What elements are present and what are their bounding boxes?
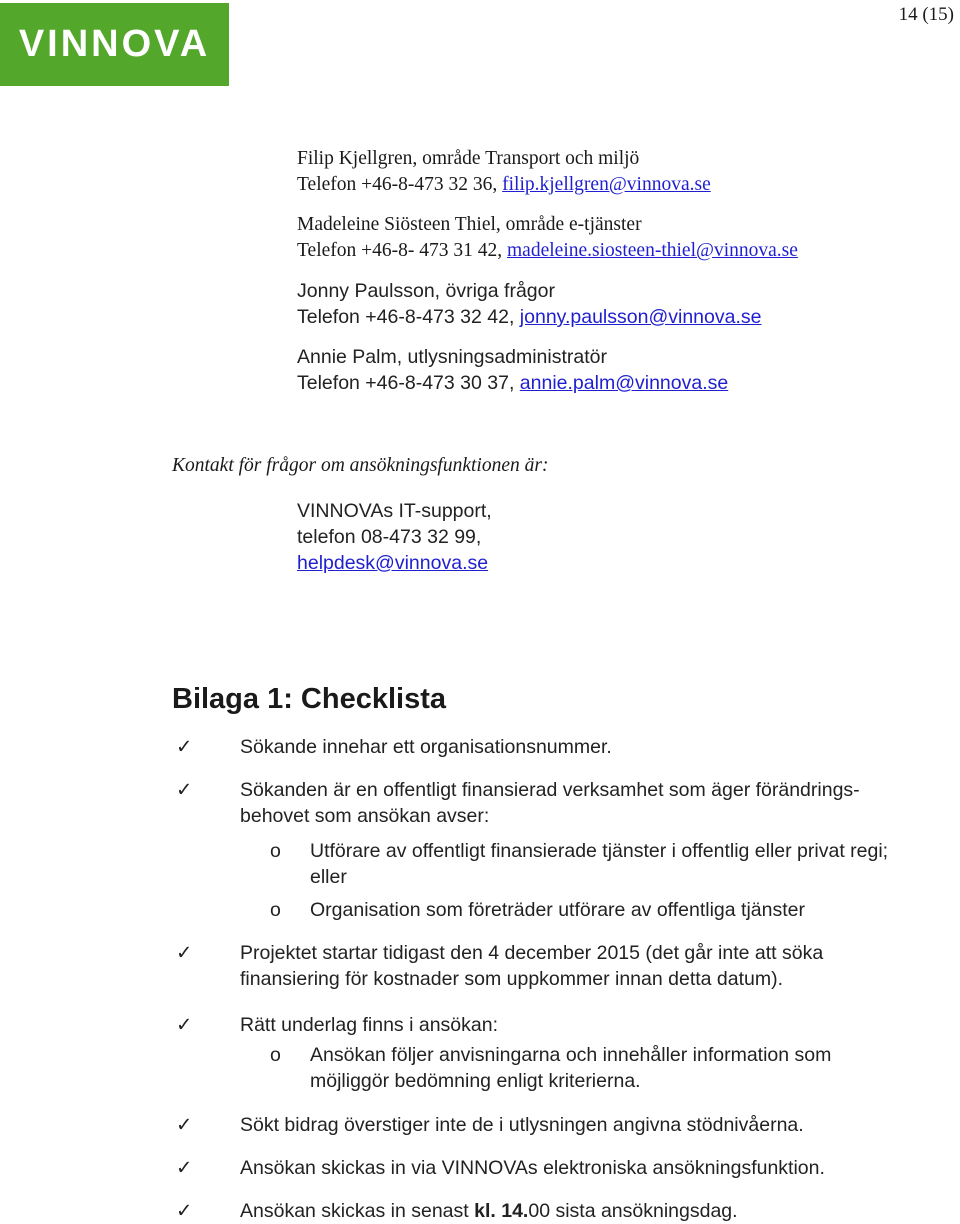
- contact-phone: Telefon +46-8- 473 31 42,: [297, 240, 508, 261]
- contact-phone: Telefon +46-8-473 30 37,: [297, 372, 520, 394]
- page-number: 14 (15): [898, 4, 954, 25]
- bullet-icon: o: [270, 840, 281, 862]
- check-icon: ✓: [176, 1114, 193, 1136]
- checklist-subtext: Utförare av offentligt finansierade tjänster i offentlig eller privat regi; eller: [310, 840, 889, 888]
- contact-name: Filip Kjellgren, område Transport och miljö: [297, 148, 640, 169]
- helpdesk-email-link[interactable]: helpdesk@vinnova.se: [297, 552, 489, 574]
- contact-item: [297, 212, 798, 264]
- contact-item: [297, 146, 798, 198]
- contact-name: Annie Palm, utlysningsadministratör: [297, 346, 607, 368]
- contact-name: Madeleine Siösteen Thiel, område e-tjänster: [297, 214, 642, 235]
- check-icon: ✓: [176, 942, 193, 964]
- checklist-text-part: Ansökan skickas in senast: [240, 1200, 475, 1222]
- contact-email-link[interactable]: filip.kjellgren@vinnova.se: [502, 174, 711, 195]
- checklist-text: Rätt underlag finns i ansökan:: [240, 1014, 498, 1036]
- contact-item: [297, 344, 798, 396]
- checklist-text: Sökt bidrag överstiger inte de i utlysningen angivna stödnivåerna.: [240, 1114, 804, 1136]
- contact-phone: Telefon +46-8-473 32 42,: [297, 306, 520, 328]
- deadline-time: kl. 14.: [474, 1200, 529, 1222]
- logo-text: VINNOVA: [18, 23, 211, 65]
- checklist-text: Ansökan skickas in via VINNOVAs elektroniska ansökningsfunktion.: [240, 1157, 825, 1179]
- check-icon: ✓: [176, 736, 193, 758]
- checklist-subtext: Organisation som företräder utförare av offentliga tjänster: [310, 899, 805, 921]
- bullet-icon: o: [270, 899, 281, 921]
- support-contact-heading: Kontakt för frågor om ansökningsfunktionen är:: [172, 455, 549, 476]
- checklist-text: Sökande innehar ett organisationsnummer.: [240, 736, 612, 758]
- checklist-text: Sökanden är en offentligt finansierad verksamhet som äger förändrings-behovet som ansökan avser:: [240, 779, 860, 827]
- contact-email-link[interactable]: jonny.paulsson@vinnova.se: [519, 306, 762, 328]
- bullet-icon: o: [270, 1044, 281, 1066]
- check-icon: ✓: [176, 1200, 193, 1222]
- section-title: Bilaga 1: Checklista: [172, 683, 446, 715]
- check-icon: ✓: [176, 1157, 193, 1179]
- it-support-block: [297, 498, 492, 576]
- vinnova-logo: [0, 3, 229, 86]
- contact-email-link[interactable]: madeleine.siosteen-thiel@vinnova.se: [507, 240, 798, 261]
- checklist-text: [240, 1198, 920, 1224]
- it-support-name: VINNOVAs IT-support,: [297, 500, 492, 522]
- check-icon: ✓: [176, 779, 193, 801]
- checklist-text: Projektet startar tidigast den 4 december 2015 (det går inte att söka finansiering för kostnader som uppkommer innan detta datum).: [240, 942, 824, 990]
- contact-email-link[interactable]: annie.palm@vinnova.se: [519, 372, 729, 394]
- contact-list: [297, 146, 798, 410]
- contact-item: [297, 278, 798, 330]
- checklist-subtext: Ansökan följer anvisningarna och innehåller information som möjliggör bedömning enligt kriterierna.: [310, 1044, 832, 1092]
- checklist-text-part: 00 sista ansökningsdag.: [528, 1200, 738, 1222]
- it-support-phone: telefon 08-473 32 99,: [297, 526, 482, 548]
- contact-phone: Telefon +46-8-473 32 36,: [297, 174, 503, 195]
- contact-name: Jonny Paulsson, övriga frågor: [297, 280, 555, 302]
- check-icon: ✓: [176, 1014, 193, 1036]
